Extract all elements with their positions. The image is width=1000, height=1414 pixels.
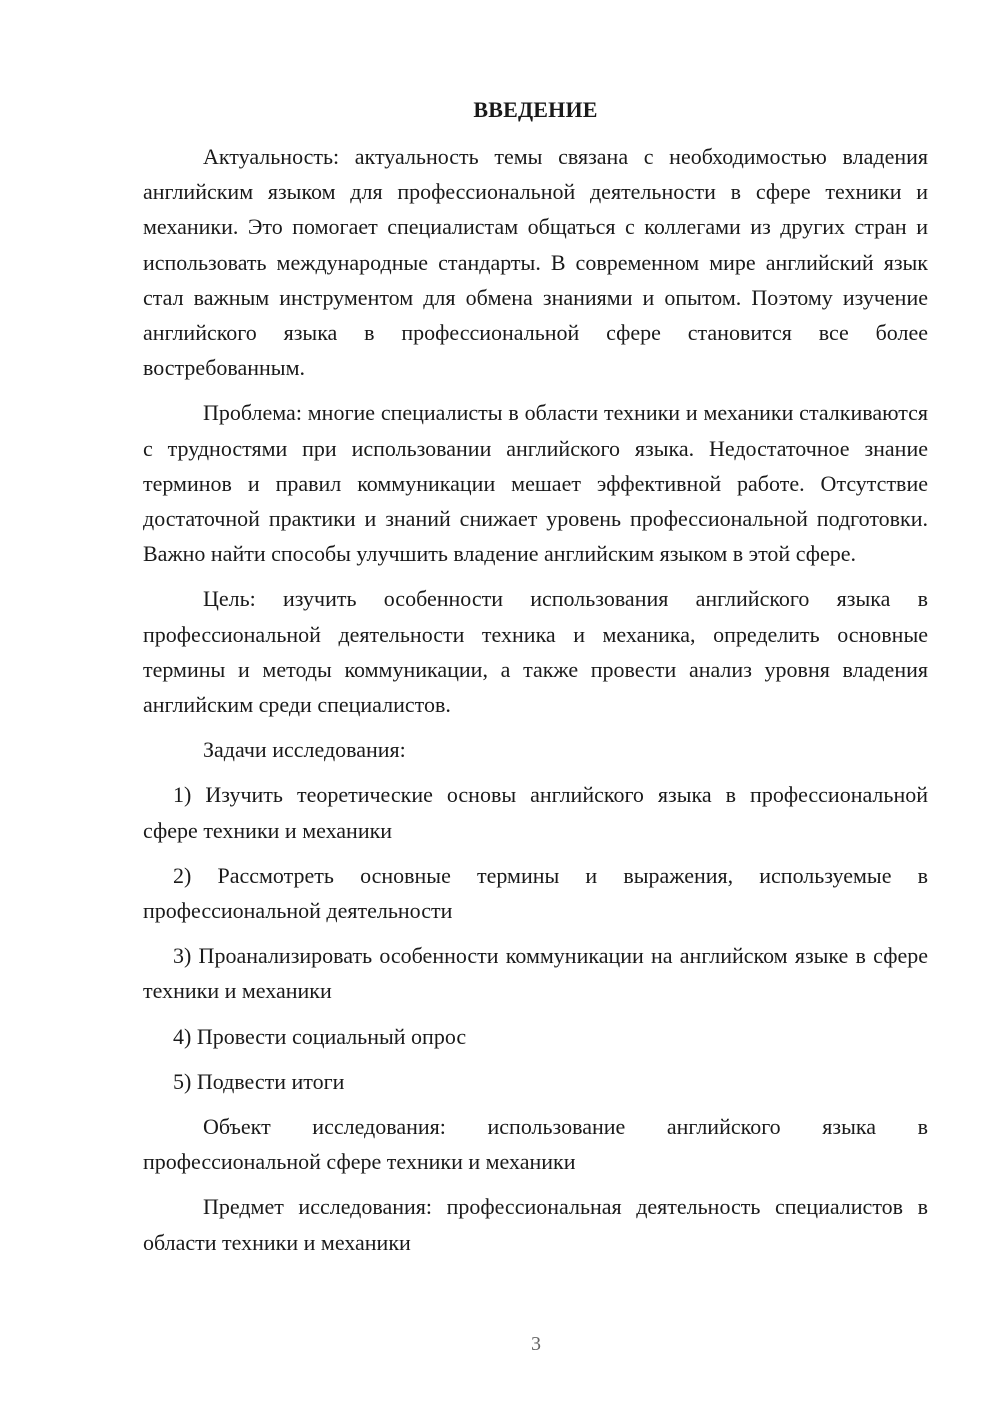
subject-paragraph: Предмет исследования: профессиональная деятельность специалистов в области техники и механики (143, 1194, 928, 1255)
page-number: 3 (531, 1333, 541, 1355)
relevance-paragraph: Актуальность: актуальность темы связана с необходимостью владения английским языком для профессиональной деятельности в сфере техники и механики. Это помогает специалистам общаться с коллегами из других стран и использовать международные стандарты. В современном мире английский язык стал важным инструментом для обмена знаниями и опытом. Поэтому изучение английского языка в профессиональной сфере становится все более востребованным. (143, 144, 928, 381)
tasks-heading: Задачи исследования: (203, 737, 406, 763)
tasks-list (143, 777, 928, 1099)
task-item-1: 1) Изучить теоретические основы английского языка в профессиональной сфере техники и механики (143, 782, 928, 843)
task-item-2: 2) Рассмотреть основные термины и выражения, используемые в профессиональной деятельности (143, 862, 928, 924)
task-item-3: 3) Проанализировать особенности коммуникации на английском языке в сфере техники и механики (143, 943, 928, 1004)
object-paragraph: Объект исследования: использование английского языка в профессиональной сфере техники и механики (143, 1114, 928, 1175)
page-title: ВВЕДЕНИЕ (473, 97, 598, 122)
task-item-5: 5) Подвести итоги (173, 1068, 345, 1094)
task-item-4: 4) Провести социальный опрос (173, 1023, 467, 1049)
document-page (143, 95, 928, 1260)
goal-paragraph: Цель: изучить особенности использования английского языка в профессиональной деятельности техника и механика, определить основные термины и методы коммуникации, а также провести анализ уровня владения английским среди специалистов. (143, 586, 928, 718)
problem-paragraph: Проблема: многие специалисты в области техники и механики сталкиваются с трудностями при использовании английского языка. Недостаточное знание терминов и правил коммуникации мешает эффективной работе. Отсутствие достаточной практики и знаний снижает уровень профессиональной подготовки. Важно найти способы улучшить владение английским языком в этой сфере. (143, 400, 928, 567)
